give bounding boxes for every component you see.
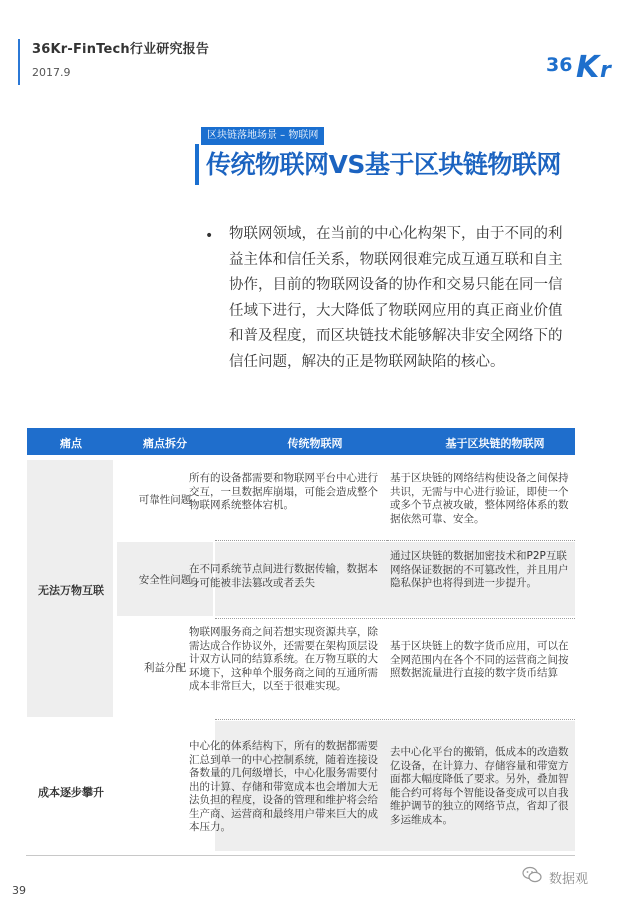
header-pain-point: 痛点 [60,437,82,450]
cell-blockchain: 去中心化平台的搬销，低成本的改造数亿设备，在计算力、存储容量和带宽方面都大幅度降低了要求。另外，叠加智能合约可将每个智能设备变成可以自我维护调节的独立的网络节点，省却了很多运维成本。 [390,746,569,826]
group-label-cost: 成本逐步攀升 [38,786,104,799]
cell-traditional: 物联网服务商之间若想实现资源共享，除需达成合作协议外，还需要在架构顶层设计双方认同的结算系统。在万物互联的大环境下，这种单个服务商之间的互通所需成本非常巨大，以至于很难实现。 [189,626,378,692]
sub-label-reliability: 可靠性问题 [138,494,192,506]
sub-label-security: 安全性问题 [138,574,192,586]
header-accent-bar [18,39,20,85]
cell-blockchain: 通过区块链的数据加密技术和P2P互联网络保证数据的不可篡改性，并且用户隐私保护也将得到进一步提升。 [390,550,569,589]
cell-blockchain: 基于区块链上的数字货币应用，可以在全网范围内在各个不同的运营商之间按照数据流量进行直接的数字货币结算 [390,640,569,679]
cell-traditional: 在不同系统节点间进行数据传输，数据本身可能被非法篡改或者丢失 [189,563,378,589]
cell-traditional: 中心化的体系结构下，所有的数据都需要汇总到单一的中心控制系统，随着连接设备数量的几何级增长，中心化服务需要付出的计算、存储和带宽成本也会增加大无法负担的程度，设备的管理和维护将会给生产商、运营商和最终用户带来巨大的成本压力。 [189,740,378,833]
page-number: 39 [12,884,26,897]
row-divider [215,540,411,541]
report-title: 36Kr-FinTech行业研究报告 [32,42,210,57]
row-divider [387,540,575,541]
wechat-icon [522,866,542,884]
row-divider [215,618,575,619]
logo-number: 36 [546,54,573,76]
logo-r: r [600,58,611,83]
table-header [27,428,575,455]
header-pain-breakdown: 痛点拆分 [143,437,187,450]
cell-traditional: 所有的设备都需要和物联网平台中心进行交互，一旦数据库崩塌，可能会造成整个物联网系统整体宕机。 [189,472,378,511]
header-blockchain-iot: 基于区块链的物联网 [445,437,545,450]
footer-divider [26,855,575,856]
row-divider [215,719,575,720]
group-label-interconnect: 无法万物互联 [38,584,104,597]
sub-label-benefit: 利益分配 [144,662,186,674]
36kr-logo [546,50,620,90]
header-traditional-iot: 传统物联网 [287,437,343,450]
logo-k: K [576,50,600,85]
title-accent-bar [195,144,199,185]
bullet-dot: • [205,228,214,244]
watermark-text: 数据观 [549,872,589,887]
page-title: 传统物联网VS基于区块链物联网 [206,150,561,179]
cell-blockchain: 基于区块链的网络结构使设备之间保持共识，无需与中心进行验证，即使一个或多个节点被攻破，整体网络体系的数据依然可靠、安全。 [390,472,569,525]
report-date: 2017.9 [32,66,71,79]
section-tag: 区块链落地场景 – 物联网 [201,127,324,145]
bullet-paragraph: 物联网领域，在当前的中心化构架下，由于不同的利益主体和信任关系，物联网很难完成互通互联和自主协作，目前的物联网设备的协作和交易只能在同一信任域下进行，大大降低了物联网应用的真正商业价值和普及程度，而区块链技术能够解决非安全网络下的信任问题，解决的正是物联网缺陷的核心。 [229,226,563,370]
